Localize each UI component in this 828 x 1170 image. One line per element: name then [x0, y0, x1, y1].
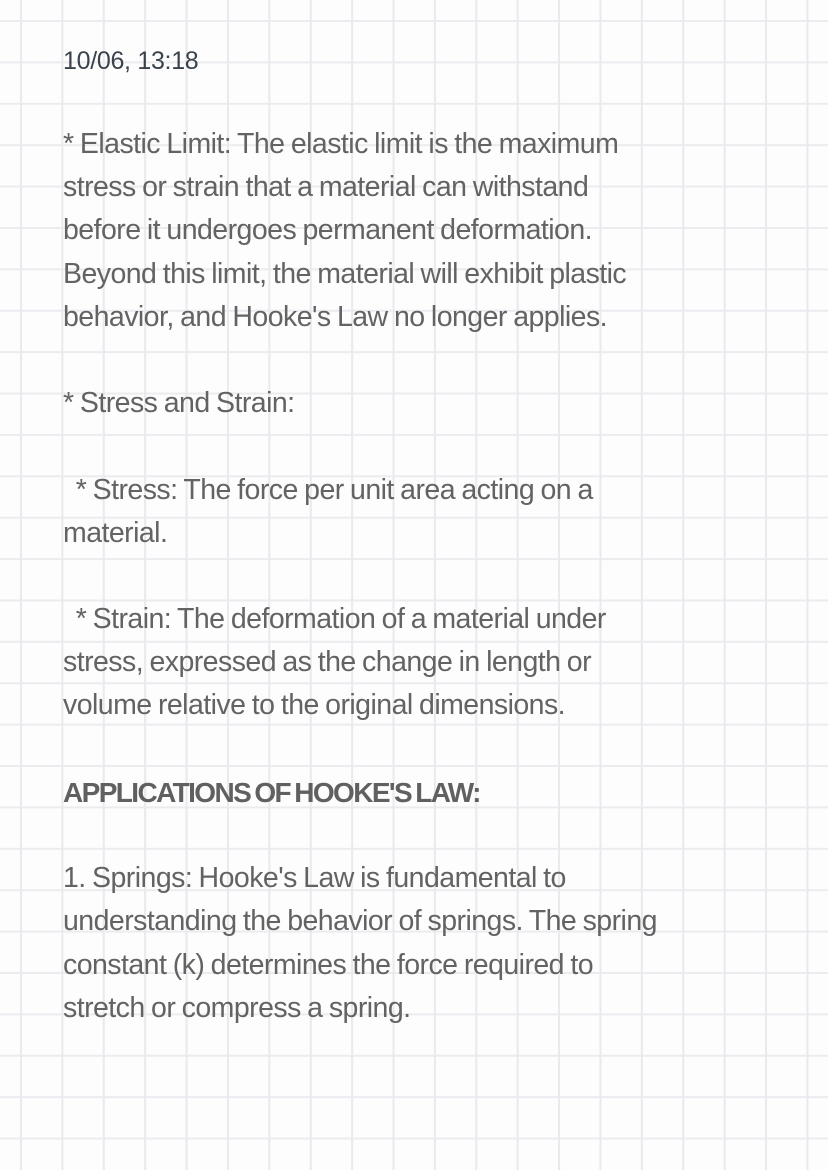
text-line: before it undergoes permanent deformation.	[63, 214, 592, 247]
text-line: stretch or compress a spring.	[63, 991, 411, 1024]
text-line: * Stress: The force per unit area acting on a	[63, 473, 593, 506]
text-line: volume relative to the original dimensions.	[63, 689, 566, 722]
blank-line	[63, 728, 783, 771]
paragraph-stress-definition	[63, 469, 783, 555]
paragraph-strain-definition	[63, 598, 783, 728]
paragraph-elastic-limit	[63, 123, 783, 339]
text-line: constant (k) determines the force required to	[63, 948, 594, 981]
section-heading: APPLICATIONS OF HOOKE'S LAW:	[63, 776, 480, 808]
text-line: Beyond this limit, the material will exhibit plastic	[63, 257, 627, 290]
text-line: behavior, and Hooke's Law no longer applies.	[63, 300, 608, 333]
paragraph-springs	[63, 857, 783, 1030]
paragraph-stress-and-strain	[63, 382, 783, 425]
note-body[interactable]	[63, 123, 783, 1030]
note-timestamp: 10/06, 13:18	[63, 47, 199, 75]
text-line: material.	[63, 516, 168, 549]
text-line: * Elastic Limit: The elastic limit is the maximum	[63, 128, 619, 160]
text-line: stress or strain that a material can withstand	[63, 171, 589, 204]
blank-line	[63, 814, 783, 857]
text-line: * Stress and Strain:	[63, 387, 295, 420]
text-line: stress, expressed as the change in length or	[63, 646, 592, 679]
text-line: 1. Springs: Hooke's Law is fundamental to	[63, 862, 566, 895]
text-line: * Strain: The deformation of a material under	[63, 603, 606, 636]
text-line: understanding the behavior of springs. The spring	[63, 905, 657, 938]
blank-line	[63, 425, 783, 468]
blank-line	[63, 555, 783, 598]
blank-line	[63, 339, 783, 382]
heading-applications	[63, 771, 783, 814]
